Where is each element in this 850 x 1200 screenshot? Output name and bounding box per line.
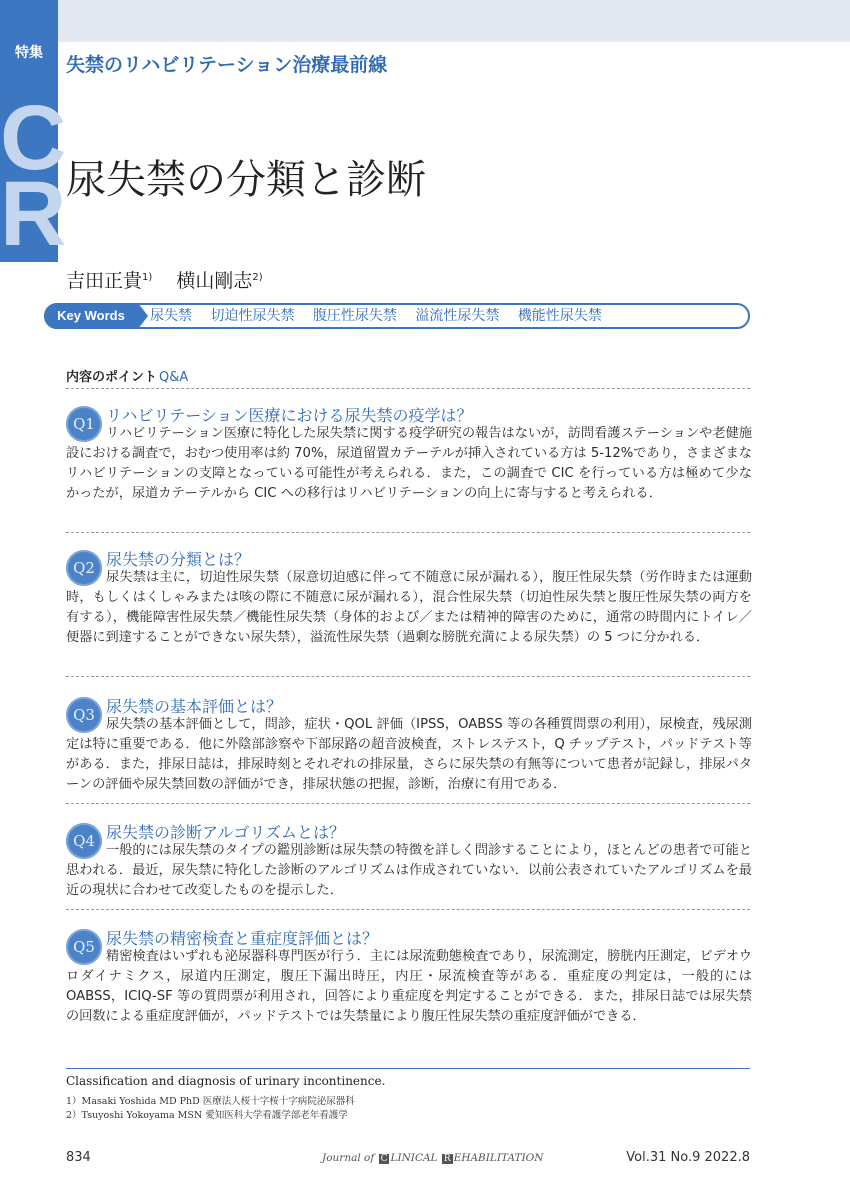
volume-info: Vol.31 No.9 2022.8 [626, 1150, 750, 1165]
keyword: 切迫性尿失禁 [210, 308, 295, 324]
answer-text: リハビリテーション医療に特化した尿失禁に関する疫学研究の報告はないが，訪問看護ステーションや老健施設における調査で，おむつ使用率は約 70%，尿道留置カテーテルが挿入されている方は 5-12%であり，さまざまなリハビリテーションの支障となっている可能性が考えられる．また，この調査で CIC を行っている方は極めて少なかったが，尿道カテーテルから CIC への移行はリハビリテーションの向上に寄与すると考えられる． [66, 426, 752, 501]
answer-text: 一般的には尿失禁のタイプの鑑別診断は尿失禁の特徴を詳しく問診することにより，ほとんどの患者で可能と思われる．最近，尿失禁に特化した診断のアルゴリズムは作成されていない．以前公表されていたアルゴリズムを最近の現状に合わせて改変したものを提示した． [66, 843, 752, 898]
q4-badge-icon: Q4 [66, 823, 102, 859]
keyword: 機能性尿失禁 [517, 308, 602, 324]
header-band [0, 0, 850, 42]
journal-word-clinical: LINICAL [390, 1152, 438, 1164]
affiliation: 2）Tsuyoshi Yokoyama MSN 愛知医科大学看護学部老年看護学 [66, 1110, 348, 1121]
divider [66, 676, 750, 677]
question-title: 尿失禁の分類とは？ [106, 550, 251, 569]
answer-text: 尿失禁の基本評価として，問診，症状・QOL 評価（IPSS，OABSS 等の各種質問票の利用），尿検査，残尿測定は特に重要である．他に外陰部診察や下部尿路の超音波検査，ストレステスト，Q チップテスト，パッドテスト等がある．また，排尿日誌は，排尿時刻とそれぞれの排尿量，さらに尿失禁の有無等について患者が記録し，排尿パターンの評価や尿失禁回数の評価ができ，排尿状態の把握，診断，治療に有用である． [66, 717, 752, 792]
journal-name [322, 1152, 543, 1164]
section-tag: 特集 [15, 45, 43, 61]
journal-initial-r: R [443, 1154, 451, 1164]
author-affiliation-mark: 1) [142, 271, 153, 283]
author-name: 吉田正貴 [66, 270, 143, 292]
journal-word-rehabilitation: EHABILITATION [453, 1152, 544, 1164]
author-name: 横山剛志 [176, 270, 253, 292]
question-title: 尿失禁の精密検査と重症度評価とは？ [106, 929, 379, 948]
logo-letter-c: C [0, 87, 67, 189]
author-affiliation-mark: 2) [252, 271, 263, 283]
q1-badge-icon: Q1 [66, 406, 102, 442]
question-title: リハビリテーション医療における尿失禁の疫学は？ [106, 406, 473, 425]
points-heading [66, 366, 188, 385]
keywords-box [44, 303, 750, 329]
divider [66, 909, 750, 910]
keyword: 腹圧性尿失禁 [312, 308, 397, 324]
divider [66, 532, 750, 533]
q5-badge-icon: Q5 [66, 929, 102, 965]
logo-letter-r: R [0, 163, 67, 265]
q2-badge-icon: Q2 [66, 550, 102, 586]
answer-text: 尿失禁は主に，切迫性尿失禁（尿意切迫感に伴って不随意に尿が漏れる），腹圧性尿失禁（労作時または運動時，もしくはくしゃみまたは咳の際に不随意に尿が漏れる），混合性尿失禁（切迫性尿失禁と腹圧性尿失禁の両方を有する），機能障害性尿失禁／機能性尿失禁（身体的および／または精神的障害のために，通常の時間内にトイレ／便器に到達することができない尿失禁），溢流性尿失禁（過剰な膀胱充満による尿失禁）の 5 つに分かれる． [66, 570, 752, 645]
page-number: 834 [66, 1150, 91, 1165]
keyword: 尿失禁 [150, 308, 192, 324]
english-title: Classification and diagnosis of urinary incontinence. [66, 1074, 386, 1088]
author-list [66, 266, 281, 293]
q3-badge-icon: Q3 [66, 697, 102, 733]
question-title: 尿失禁の診断アルゴリズムとは？ [106, 823, 346, 842]
series-title: 失禁のリハビリテーション治療最前線 [66, 54, 388, 76]
affiliation: 1）Masaki Yoshida MD PhD 医療法人桜十字桜十字病院泌尿器科 [66, 1096, 355, 1107]
divider [66, 803, 750, 804]
points-heading-qa: Q&A [159, 370, 189, 385]
keywords-list [150, 305, 616, 327]
footnote-rule [66, 1068, 750, 1069]
journal-prefix: Journal of [322, 1152, 375, 1164]
question-title: 尿失禁の基本評価とは？ [106, 697, 283, 716]
article-title: 尿失禁の分類と診断 [66, 157, 426, 203]
journal-initial-c: C [380, 1154, 388, 1164]
keywords-label: Key Words [44, 303, 138, 329]
points-heading-text: 内容のポイント [66, 370, 158, 385]
keyword: 溢流性尿失禁 [415, 308, 500, 324]
answer-text: 精密検査はいずれも泌尿器科専門医が行う．主には尿流動態検査であり，尿流測定，膀胱内圧測定，ビデオウロダイナミクス，尿道内圧測定，腹圧下漏出時圧，内圧・尿流検査等がある．重症度の判定は，一般的には OABSS，ICIQ-SF 等の質問票が利用され，回答により重症度を判定することができる．また，排尿日誌では尿失禁の回数による重症度評価が，パッドテストでは失禁量により腹圧性尿失禁の重症度評価ができる． [66, 949, 752, 1024]
divider [66, 388, 750, 389]
